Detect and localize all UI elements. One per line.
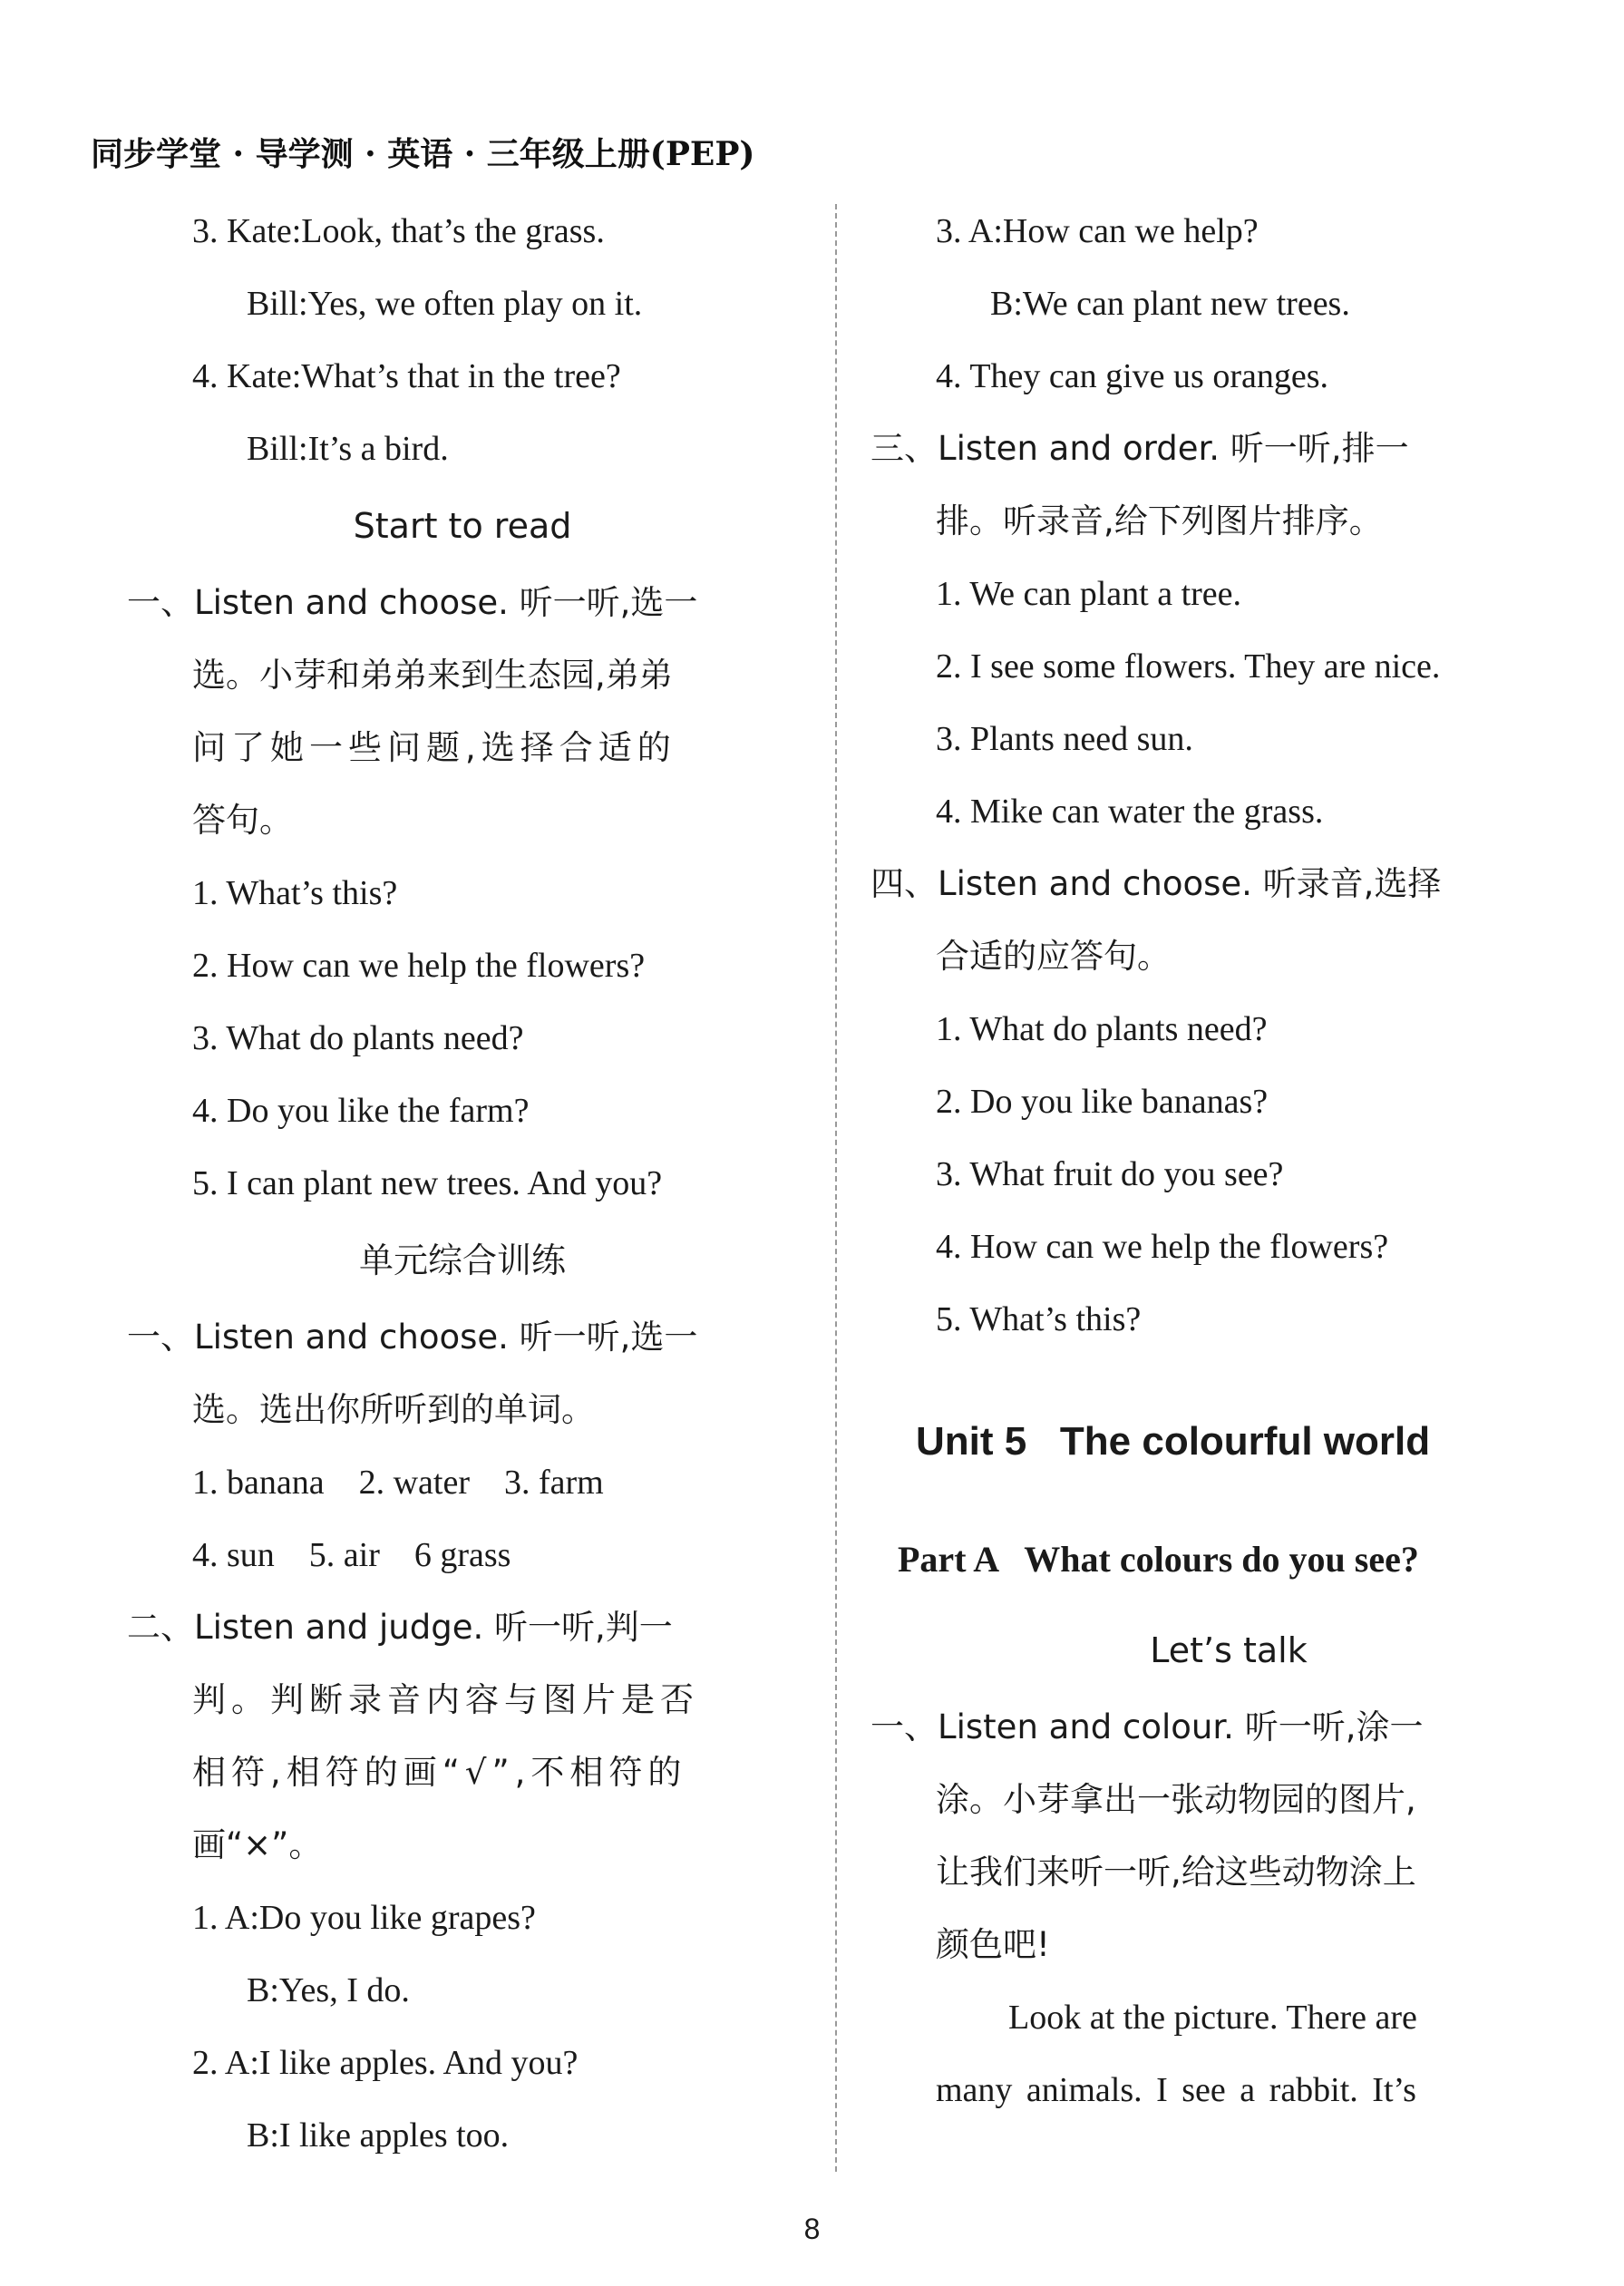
paragraph-line: Look at the picture. There are [1008,1999,1417,2037]
dialogue-line: 3. A:How can we help? [936,212,1259,250]
unit-title: Unit 5 The colourful world [916,1419,1431,1464]
dialogue-line: 4. Kate:What’s that in the tree? [192,357,621,395]
dialogue-line: 3. Kate:Look, that’s the grass. [192,212,605,250]
list-item: 4. They can give us oranges. [936,357,1329,395]
dialogue-line: B:Yes, I do. [247,1971,410,2009]
page-header: 同步学堂 · 导学测 · 英语 · 三年级上册(PEP) [91,135,755,173]
paragraph-line: many animals. I see a rabbit. It’s [936,2071,1416,2109]
list-item: 2. I see some flowers. They are nice. [936,647,1441,686]
subsection-heading-unit-training: 单元综合训练 [358,1240,566,1280]
section-title: 二、Listen and judge. 听一听,判一 [127,1608,673,1647]
section-title: 三、Listen and order. 听一听,排一 [870,429,1409,468]
list-item: 5. I can plant new trees. And you? [192,1164,663,1202]
section-instruction: 答句。 [192,801,293,840]
section-instruction: 相符,相符的画“√”,不相符的 [192,1753,687,1792]
section-instruction: 选。选出你所听到的单词。 [192,1390,595,1429]
dialogue-line: Bill:Yes, we often play on it. [247,285,643,323]
list-item: 1. What do plants need? [936,1010,1268,1048]
list-item: 1. What’s this? [192,874,398,912]
section-instruction: 涂。小芽拿出一张动物园的图片, [936,1780,1416,1819]
section-instruction: 让我们来听一听,给这些动物涂上 [936,1853,1416,1892]
word-list: 4. sun 5. air 6 grass [192,1536,511,1574]
section-title: 四、Listen and choose. 听录音,选择 [870,864,1442,903]
dialogue-line: B:I like apples too. [247,2116,510,2155]
section-instruction: 排。听录音,给下列图片排序。 [936,501,1383,540]
dialogue-line: 2. A:I like apples. And you? [192,2044,579,2082]
list-item: 2. Do you like bananas? [936,1083,1269,1121]
list-item: 2. How can we help the flowers? [192,947,646,985]
part-title: Part A What colours do you see? [898,1539,1419,1580]
dialogue-line: B:We can plant new trees. [990,285,1350,323]
section-instruction: 判。判断录音内容与图片是否 [192,1680,699,1719]
left-column [127,195,798,2172]
list-item: 3. Plants need sun. [936,720,1193,758]
right-column [870,195,1587,2126]
section-instruction: 问了她一些问题,选择合适的 [192,728,676,767]
list-item: 5. What’s this? [936,1300,1142,1338]
word-list: 1. banana 2. water 3. farm [192,1464,604,1502]
section-instruction: 颜色吧! [936,1925,1050,1964]
section-instruction: 合适的应答句。 [936,937,1171,976]
page-number: 8 [803,2213,821,2245]
list-item: 1. We can plant a tree. [936,575,1242,613]
list-item: 4. Do you like the farm? [192,1092,530,1130]
subsection-heading-lets-talk: Let’s talk [1150,1630,1308,1670]
subsection-heading-start-to-read: Start to read [353,506,572,546]
column-divider [835,204,837,2172]
section-instruction: 选。小芽和弟弟来到生态园,弟弟 [192,656,673,695]
section-title: 一、Listen and choose. 听一听,选一 [127,1318,698,1357]
section-instruction: 画“×”。 [192,1825,323,1864]
dialogue-line: Bill:It’s a bird. [247,430,449,468]
list-item: 3. What do plants need? [192,1019,524,1057]
section-title: 一、Listen and choose. 听一听,选一 [127,583,698,622]
list-item: 4. Mike can water the grass. [936,793,1324,831]
section-title: 一、Listen and colour. 听一听,涂一 [870,1707,1424,1746]
list-item: 3. What fruit do you see? [936,1155,1284,1193]
list-item: 4. How can we help the flowers? [936,1228,1389,1266]
dialogue-line: 1. A:Do you like grapes? [192,1899,536,1937]
